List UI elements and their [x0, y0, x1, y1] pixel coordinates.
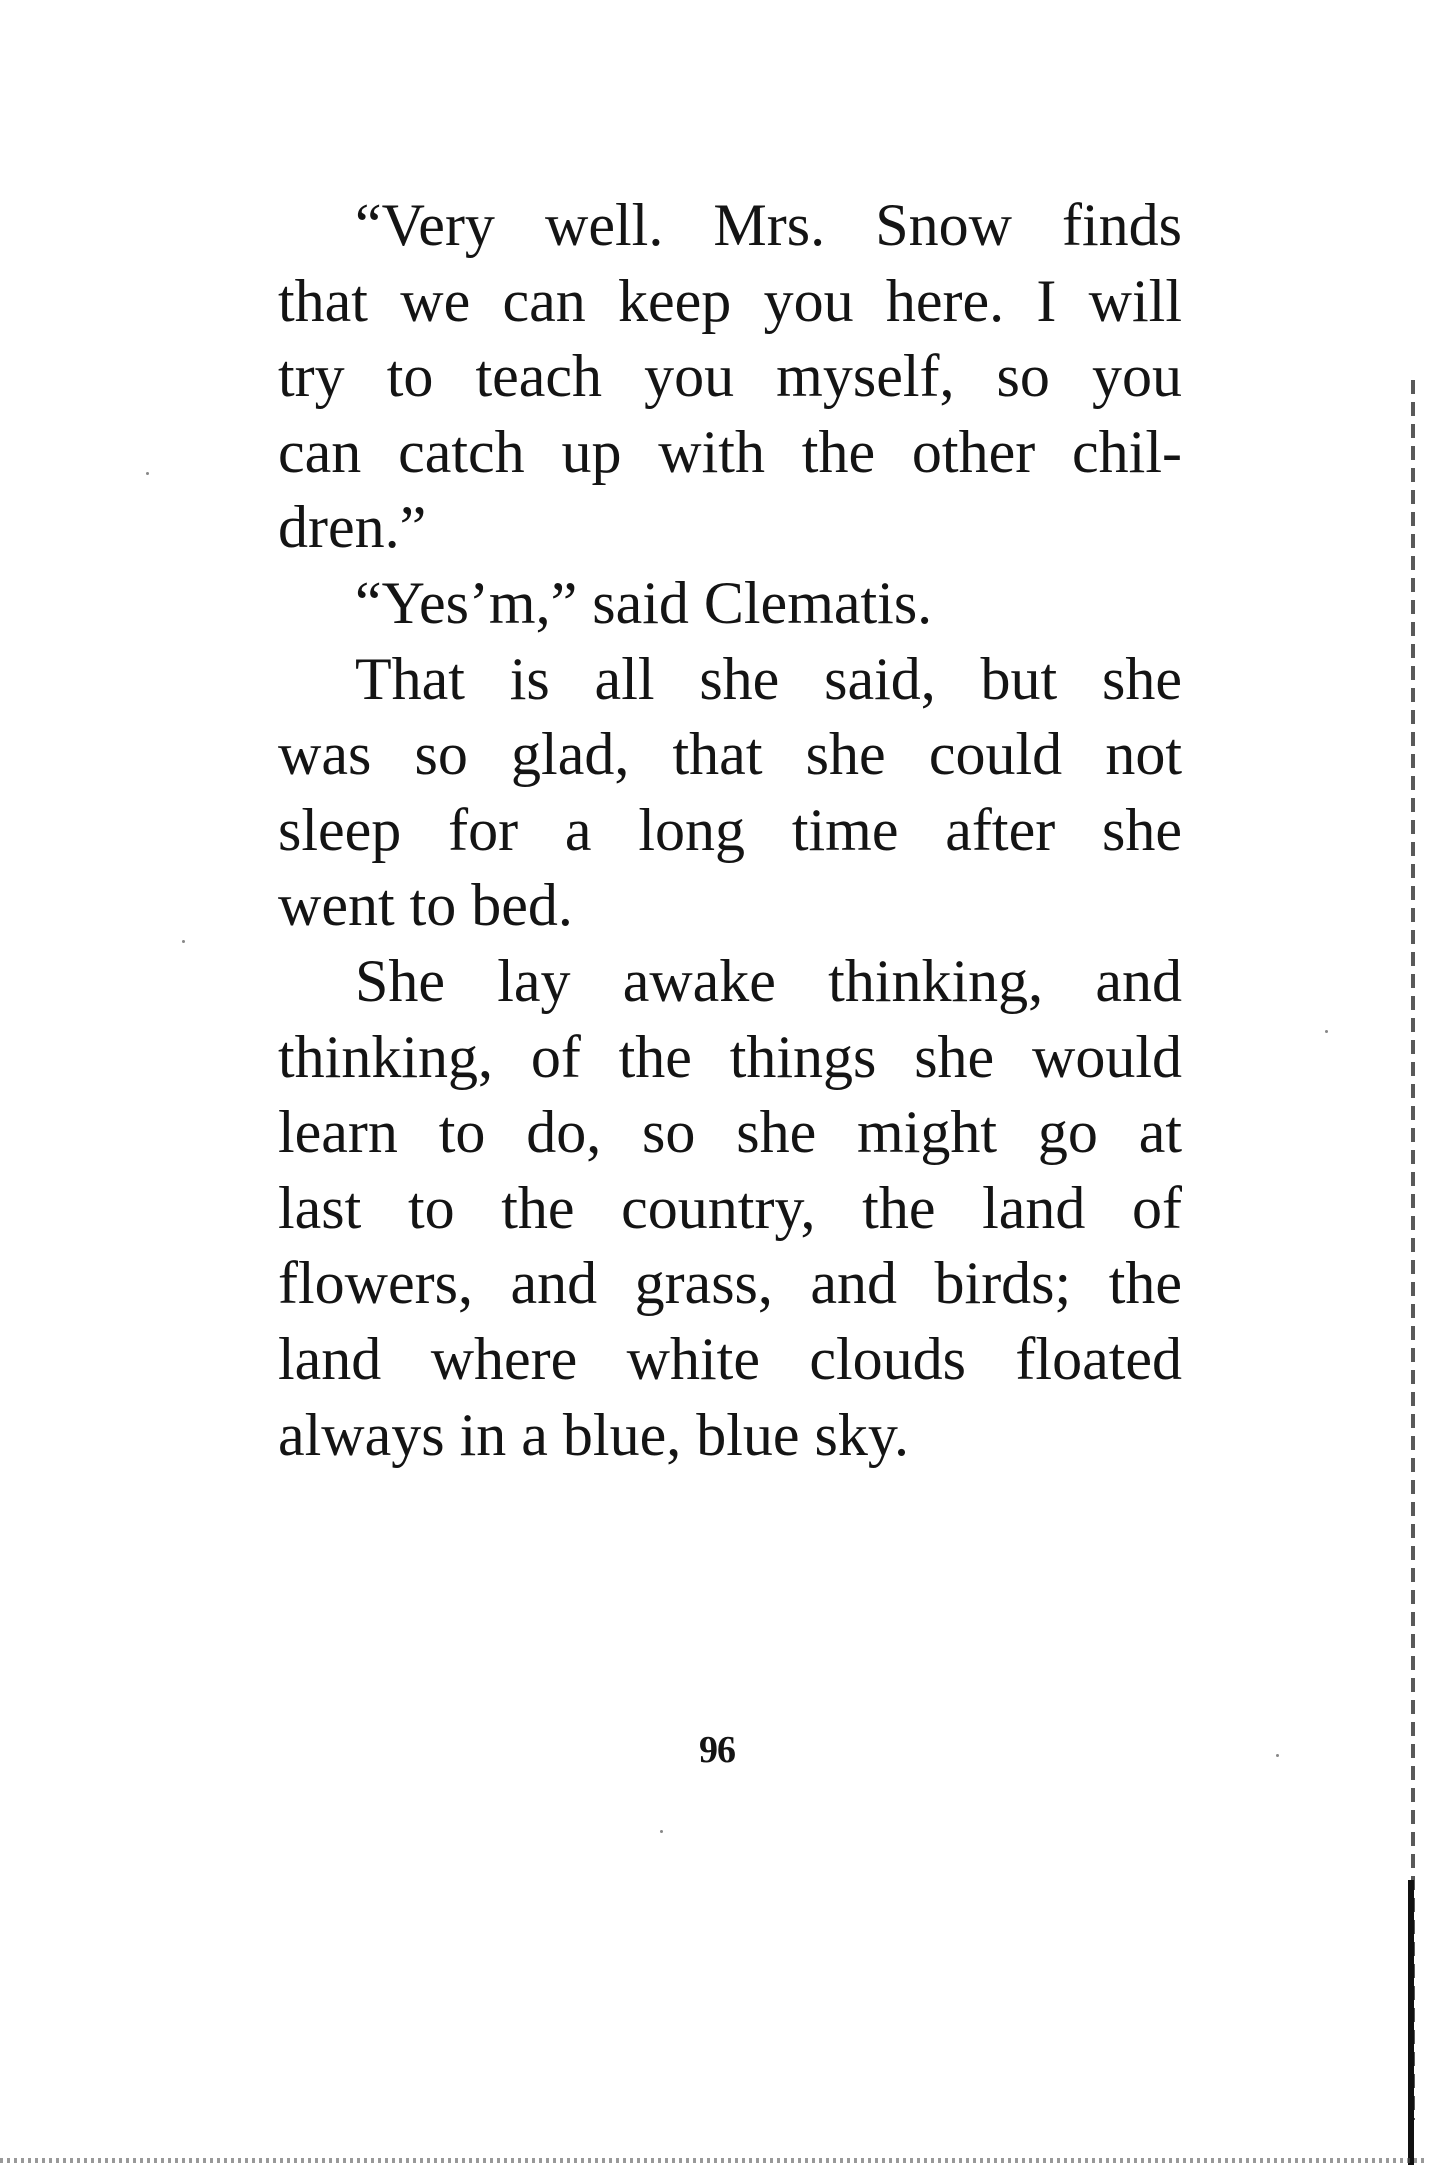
text-line: that we can keep you here. I will [278, 267, 1182, 334]
scan-speck [1325, 1030, 1328, 1033]
page-edge-shadow [1408, 1880, 1414, 2165]
body-text [278, 188, 1182, 1473]
text-line: “Yes’m,” said Clematis. [355, 569, 933, 636]
text-line: She lay awake thinking, and [355, 947, 1182, 1014]
text-line: land where white clouds floated [278, 1325, 1182, 1392]
text-line: went to bed. [278, 872, 573, 939]
text-line: last to the country, the land of [278, 1174, 1182, 1241]
page-edge-shadow [1411, 380, 1415, 2120]
text-line: try to teach you myself, so you [278, 343, 1182, 410]
text-line: dren.” [278, 494, 427, 561]
scan-speck [182, 940, 185, 943]
scan-speck [660, 1830, 663, 1833]
text-line: always in a blue, blue sky. [278, 1401, 909, 1468]
scan-speck [1276, 1754, 1279, 1757]
page-edge-shadow [0, 2158, 1425, 2163]
scan-speck [146, 472, 149, 475]
text-line: was so glad, that she could not [278, 721, 1182, 788]
text-line: learn to do, so she might go at [278, 1099, 1182, 1166]
text-line: “Very well. Mrs. Snow finds [355, 192, 1182, 258]
text-line: thinking, of the things she would [278, 1023, 1182, 1090]
text-line: can catch up with the other chil- [278, 418, 1182, 485]
text-line: flowers, and grass, and birds; the [278, 1250, 1182, 1317]
text-line: sleep for a long time after she [278, 796, 1182, 863]
text-line: That is all she said, but she [355, 645, 1182, 712]
page-number: 96 [699, 1729, 735, 1771]
